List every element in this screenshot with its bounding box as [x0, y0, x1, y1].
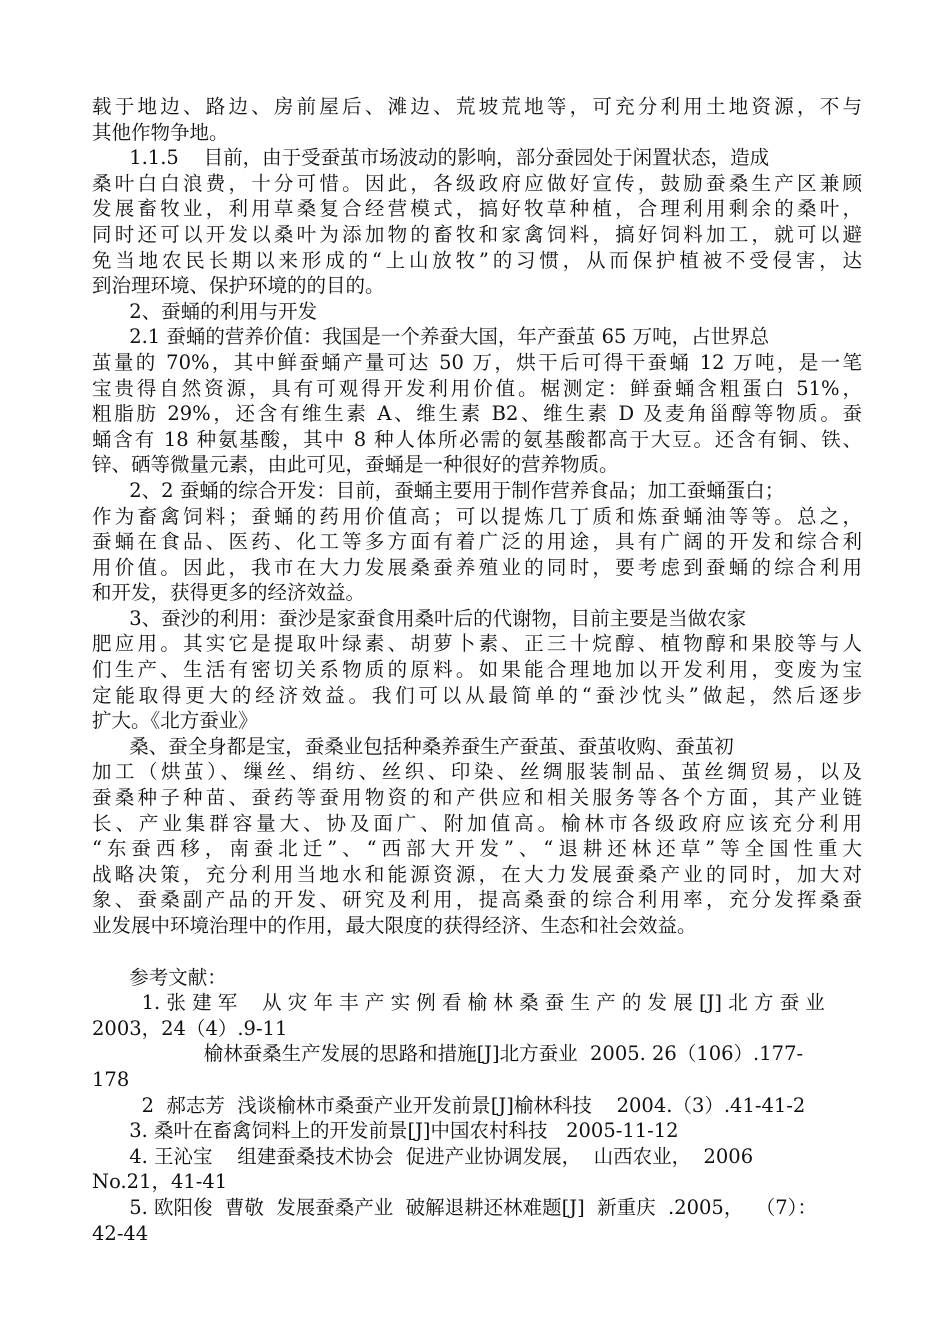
text-line: 肥应用。其实它是提取叶绿素、胡萝卜素、正三十烷醇、植物醇和果胶等与人 — [92, 632, 862, 656]
text-line: 蛹含有 18 种氨基酸，其中 8 种人体所必需的氨基酸都高于大豆。还含有铜、铁、 — [92, 427, 862, 451]
text-line: 同时还可以开发以桑叶为添加物的畜牧和家禽饲料，搞好饲料加工，就可以避 — [92, 222, 862, 246]
text-line: 3、蚕沙的利用：蚕沙是家蚕食用桑叶后的代谢物，目前主要是当做农家 — [92, 606, 747, 630]
reference-line: 42-44 — [92, 1221, 149, 1245]
references-heading: 参考文献： — [92, 965, 227, 989]
text-line: 载于地边、路边、房前屋后、滩边、荒坡荒地等，可充分利用土地资源，不与 — [92, 95, 862, 118]
text-line: 定能取得更大的经济效益。我们可以从最简单的“蚕沙忱头”做起，然后逐步 — [92, 683, 862, 707]
text-line: 们生产、生活有密切关系物质的原料。如果能合理地加以开发利用，变废为宝 — [92, 658, 862, 682]
reference-line: 2 郝志芳 浅谈榆林市桑蚕产业开发前景[J]榆林科技 2004.（3）.41-41-2 — [92, 1093, 806, 1117]
text-line: 作为畜禽饲料；蚕蛹的药用价值高；可以提炼几丁质和炼蚕蛹油等等。总之， — [92, 504, 862, 528]
text-line: 锌、硒等微量元素，由此可见，蚕蛹是一种很好的营养物质。 — [92, 453, 619, 477]
reference-line: 榆林蚕桑生产发展的思路和措施[J]北方蚕业 2005. 26（106）.177- — [92, 1042, 804, 1066]
text-line: 桑叶白白浪费，十分可惜。因此，各级政府应做好宣传，鼓励蚕桑生产区兼顾 — [92, 171, 862, 195]
reference-line: 178 — [92, 1067, 130, 1091]
text-line: 免当地农民长期以来形成的“上山放牧”的习惯，从而保护植被不受侵害，达 — [92, 248, 862, 272]
text-line: 业发展中环境治理中的作用，最大限度的获得经济、生态和社会效益。 — [92, 914, 697, 937]
text-line: 长、产业集群容量大、协及面广、附加值高。榆林市各级政府应该充分利用 — [92, 811, 862, 835]
text-line: 到治理环境、保护环境的的目的。 — [92, 274, 385, 298]
text-line: 战略决策，充分利用当地水和能源资源，在大力发展蚕桑产业的同时，加大对 — [92, 862, 862, 886]
reference-line: 2003，24（4）.9-11 — [92, 1016, 288, 1040]
text-line: 蚕桑种子种苗、蚕药等蚕用物资的和产供应和相关服务等各个方面，其产业链 — [92, 786, 862, 810]
text-line: 其他作物争地。 — [92, 120, 229, 144]
reference-line: 1. 张 建 军 从 灾 年 丰 产 实 例 看 榆 林 桑 蚕 生 产 的 发 展 [J] 北 方 蚕 业 — [92, 991, 825, 1015]
text-line: 2.1 蚕蛹的营养价值：我国是一个养蚕大国，年产蚕茧 65 万吨，占世界总 — [92, 325, 770, 349]
text-line: 象、蚕桑副产品的开发、研究及利用，提高桑蚕的综合利用率，充分发挥桑蚕 — [92, 888, 862, 912]
text-line: 用价值。因此，我市在大力发展桑蚕养殖业的同时，要考虑到蚕蛹的综合利用 — [92, 555, 862, 579]
section-heading: 2、蚕蛹的利用与开发 — [92, 299, 318, 323]
reference-line: 4. 王沁宝 组建蚕桑技术协会 促进产业协调发展， 山西农业， 2006 — [92, 1144, 754, 1168]
text-line: 宝贵得自然资源，具有可观得开发利用价值。椐测定：鲜蚕蛹含粗蛋白 51%， — [92, 376, 862, 400]
reference-line: 5. 欧阳俊 曹敬 发展蚕桑产业 破解退耕还林难题[J] 新重庆 .2005， （7）： — [92, 1195, 817, 1219]
text-line: “东蚕西移，南蚕北迁”、“西部大开发”、“退耕还林还草”等全国性重大 — [92, 837, 862, 861]
text-line: 扩大。《北方蚕业》 — [92, 709, 258, 733]
text-line: 蚕蛹在食品、医药、化工等多方面有着广泛的用途，具有广阔的开发和综合利 — [92, 530, 862, 554]
text-line: 和开发，获得更多的经济效益。 — [92, 581, 366, 605]
text-line: 茧量的 70%，其中鲜蚕蛹产量可达 50 万，烘干后可得干蚕蛹 12 万吨，是一笔 — [92, 350, 862, 374]
text-line: 1.1.5 目前，由于受蚕茧市场波动的影响，部分蚕园处于闲置状态，造成 — [92, 146, 770, 170]
text-line: 加工（烘茧）、缫丝、绢纺、丝织、印染、丝绸服装制品、茧丝绸贸易，以及 — [92, 760, 862, 784]
text-line: 桑、蚕全身都是宝，蚕桑业包括种桑养蚕生产蚕茧、蚕茧收购、蚕茧初 — [92, 734, 734, 758]
text-line: 粗脂肪 29%，还含有维生素 A、维生素 B2、维生素 D 及麦角甾醇等物质。蚕 — [92, 402, 862, 426]
reference-line: No.21，41-41 — [92, 1170, 228, 1194]
text-line: 2、2 蚕蛹的综合开发：目前，蚕蛹主要用于制作营养食品；加工蚕蛹蛋白； — [92, 478, 785, 502]
reference-line: 3. 桑叶在畜禽饲料上的开发前景[J]中国农村科技 2005-11-12 — [92, 1119, 679, 1143]
text-line: 发展畜牧业，利用草桑复合经营模式，搞好牧草种植，合理利用剩余的桑叶， — [92, 197, 862, 221]
references-section — [92, 965, 862, 1247]
body-text — [92, 94, 862, 939]
document-page — [92, 94, 862, 1246]
spacer — [92, 939, 862, 965]
